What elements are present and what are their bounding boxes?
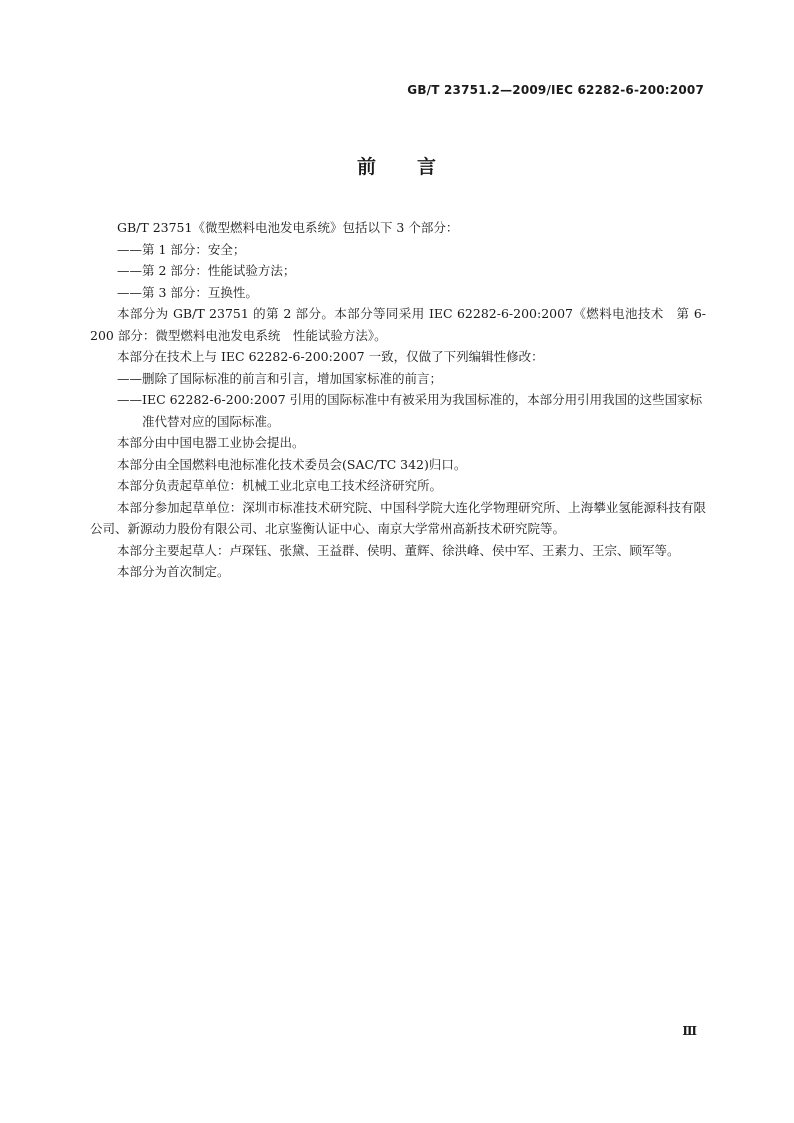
dash-marker: —— (117, 392, 142, 407)
part-list-item-text: 第 1 部分：安全； (142, 241, 246, 257)
change-list-item (90, 389, 706, 432)
change-list-item-text: 删除了国际标准的前言和引言，增加国家标准的前言； (142, 370, 443, 386)
part-list-item-text: 第 2 部分：性能试验方法； (142, 263, 296, 278)
title-char-2: 言 (417, 156, 438, 178)
part-list-item (90, 260, 706, 282)
dash-marker: —— (117, 284, 142, 300)
change-list-item (90, 368, 706, 390)
change-list-item-text: IEC 62282-6-200:2007 引用的国际标准中有被采用为我国标准的，本部分用引用我国的这些国家标准代替对应的国际标准。 (142, 392, 703, 429)
dash-marker: —— (117, 241, 142, 257)
dash-marker: —— (117, 370, 142, 386)
part-list-item-text: 第 3 部分：互换性。 (142, 284, 258, 300)
changes-intro-paragraph: 本部分在技术上与 IEC 62282-6-200:2007 一致，仅做了下列编辑性修改： (117, 349, 544, 364)
proposed-by-paragraph: 本部分由中国电器工业协会提出。 (117, 435, 305, 450)
participating-drafters-paragraph: 本部分参加起草单位：深圳市标准技术研究院、中国科学院大连化学物理研究所、上海攀业氢能源科技有限公司、新源动力股份有限公司、北京鉴衡认证中心、南京大学常州高新技术研究院等。 (90, 499, 706, 536)
responsible-drafter-paragraph: 本部分负责起草单位：机械工业北京电工技术经济研究所。 (117, 478, 443, 493)
intro-paragraph: GB/T 23751《微型燃料电池发电系统》包括以下 3 个部分： (117, 220, 459, 235)
standard-code-header: GB/T 23751.2—2009/IEC 62282-6-200:2007 (407, 83, 704, 97)
page-title (0, 152, 794, 179)
centralized-by-paragraph: 本部分由全国燃料电池标准化技术委员会(SAC/TC 342)归口。 (117, 456, 467, 472)
title-char-1: 前 (356, 156, 377, 178)
part-list-item (90, 282, 706, 304)
page-number: Ⅲ (682, 1024, 697, 1038)
foreword-body (90, 217, 706, 583)
equivalent-adoption-paragraph: 本部分为 GB/T 23751 的第 2 部分。本部分等同采用 IEC 62282-6-200:2007《燃料电池技术 第 6-200 部分：微型燃料电池发电系统 性能试验方法》。 (90, 306, 706, 343)
part-list-item (90, 239, 706, 261)
main-drafters-paragraph: 本部分主要起草人：卢琛钰、张黛、王益群、侯明、董辉、徐洪峰、侯中军、王素力、王宗、顾军等。 (117, 542, 680, 558)
first-edition-paragraph: 本部分为首次制定。 (117, 564, 230, 579)
dash-marker: —— (117, 263, 142, 278)
